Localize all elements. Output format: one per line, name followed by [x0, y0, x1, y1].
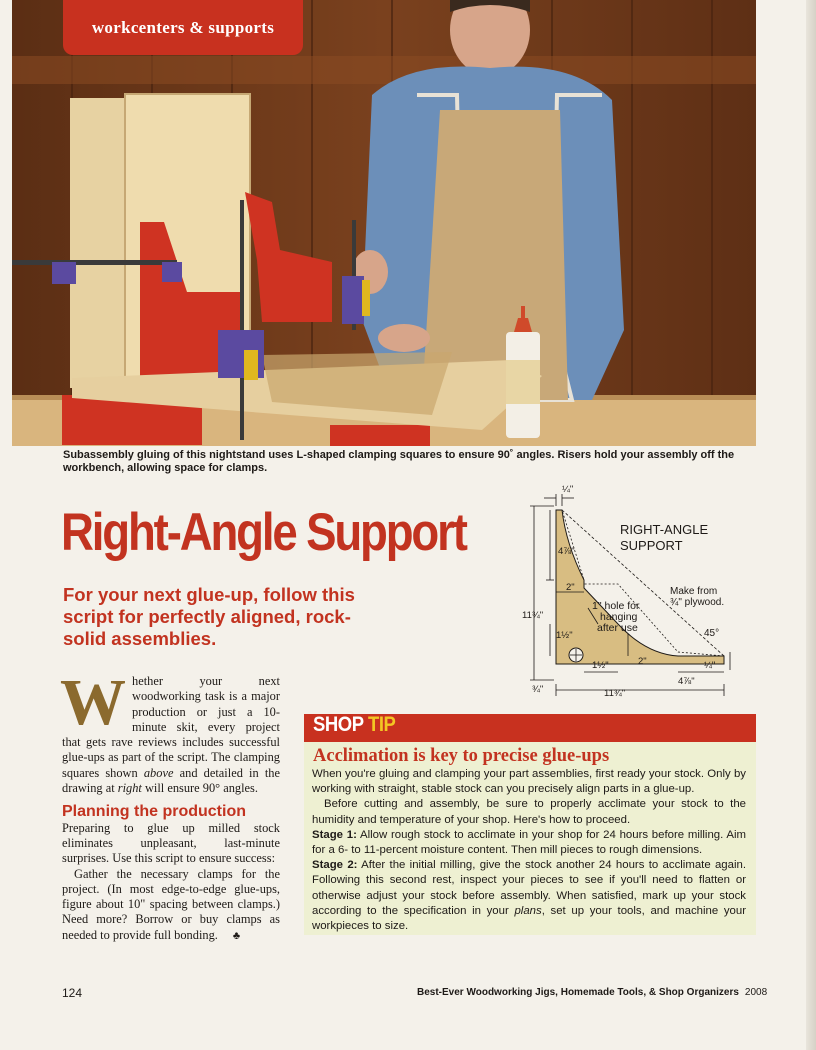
hole-note-line2: hanging	[600, 611, 638, 623]
shop-tip-heading: Acclimation is key to precise glue-ups	[313, 746, 610, 766]
intro-lead: hether your next woodworking task is a major production or just a 10-minute skit, every project that gets rave reviews includes successful glue-ups as part of the script. The clamping squares shown	[62, 674, 280, 780]
planning-paragraph: Preparing to glue up milled stock eliminates unpleasant, last-minute surprises. Use this script to ensure success:	[62, 820, 280, 866]
dim-quarter-top: ¼"	[562, 484, 574, 495]
diagram-title-line1: RIGHT-ANGLE	[620, 522, 709, 537]
dim-four-seven-eighths-horizontal: 4⅞"	[678, 676, 695, 687]
shop-tip-label-tip: TIP	[368, 713, 396, 736]
stage-1-text: Allow rough stock to acclimate in your shop for 24 hours before milling. Aim for a 6- to 11-percent moisture content. Then mill pieces to rough dimensions.	[312, 828, 747, 857]
dim-one-half-vertical: 1½"	[556, 630, 573, 641]
stage-2-tail: , set up your tools, and machine your workpieces to size.	[312, 904, 746, 933]
right-angle-support-diagram	[518, 484, 750, 704]
section-tab: workcenters & supports	[63, 0, 303, 55]
page-edge	[806, 0, 816, 1050]
page-number: 124	[62, 986, 83, 1000]
publication-title: Best-Ever Woodworking Jigs, Homemade Tools, & Shop Organizers	[417, 987, 739, 998]
dim-forty-five-degrees: 45°	[704, 628, 720, 639]
intro-tail: will ensure 90° angles.	[141, 781, 258, 796]
hole-note-line1: 1" hole for	[592, 600, 640, 612]
dim-quarter-right: ¼"	[704, 660, 716, 671]
publication-year: 2008	[744, 987, 768, 998]
deck: For your next glue-up, follow this script for perfectly aligned, rock-solid assemblies.	[63, 584, 355, 649]
stage-2-plans: plans	[514, 904, 542, 917]
material-note-line2: ¾" plywood.	[670, 597, 725, 608]
stage-2-label: Stage 2:	[312, 859, 358, 872]
shop-tip-label	[313, 713, 395, 737]
workshop-photo	[12, 0, 756, 446]
shop-tip-body	[312, 767, 746, 934]
clamps-text: Gather the necessary clamps for the project. (In most edge-to-edge glue-ups, figure about 10" spacing between clamps.) Need more? Borrow or buy clamps as needed to provide full bonding.	[62, 866, 280, 942]
intro-right: right	[117, 781, 142, 796]
intro-above: above	[143, 765, 174, 780]
end-mark-icon: ♣	[232, 929, 241, 942]
footer-publication	[417, 987, 767, 998]
headline: Right-Angle Support	[61, 503, 466, 562]
dim-one-half-horizontal: 1½"	[592, 660, 609, 671]
dim-eleven-three-quarters-horizontal: 11¾"	[604, 688, 626, 699]
drop-cap: W	[60, 666, 126, 739]
photo-illustration	[12, 0, 756, 446]
intro-mid: and detailed in the drawing at	[62, 765, 280, 796]
tip-paragraph-2: Before cutting and assembly, be sure to properly acclimate your stock to the humidity and temperature of your shop. Here's how to proceed.	[312, 798, 746, 826]
dim-two-bottom: 2"	[638, 656, 647, 667]
diagram-title-line2: SUPPORT	[620, 538, 683, 553]
shop-tip-label-shop: SHOP	[313, 713, 364, 736]
article-body	[60, 666, 280, 944]
tip-stage-1	[312, 828, 746, 858]
clamps-paragraph	[62, 867, 280, 944]
intro-paragraph	[60, 666, 280, 796]
dim-two-top: 2"	[566, 582, 575, 593]
tip-stage-2	[312, 858, 746, 934]
hole-note-line3: after use	[597, 622, 638, 634]
tip-paragraph-1: When you're gluing and clamping your part assemblies, first ready your stock. Only by working with straight, stable stock can you precisely align parts in a glue-up.	[312, 768, 746, 796]
stage-1-label: Stage 1:	[312, 828, 357, 841]
dim-eleven-three-quarters-vertical: 11¾"	[522, 610, 544, 621]
dim-four-seven-eighths-vertical: 4⅞"	[558, 546, 575, 557]
subhead-planning: Planning the production	[62, 803, 246, 821]
photo-caption: Subassembly gluing of this nightstand uses L-shaped clamping squares to ensure 90˚ angles. Risers hold your assembly off the workbench, allowing space for clamps.	[63, 449, 735, 474]
stage-2-lead: After the initial milling, give the stock another 24 hours to acclimate again. Following this second rest, inspect your pieces to see if you'll need to flatten or otherwise adjust your stock before assembly. When satisfied, mark up your stock according to the specification in your	[312, 859, 747, 917]
dim-three-quarters: ¾"	[532, 684, 544, 695]
material-note-line1: Make from	[670, 586, 718, 597]
